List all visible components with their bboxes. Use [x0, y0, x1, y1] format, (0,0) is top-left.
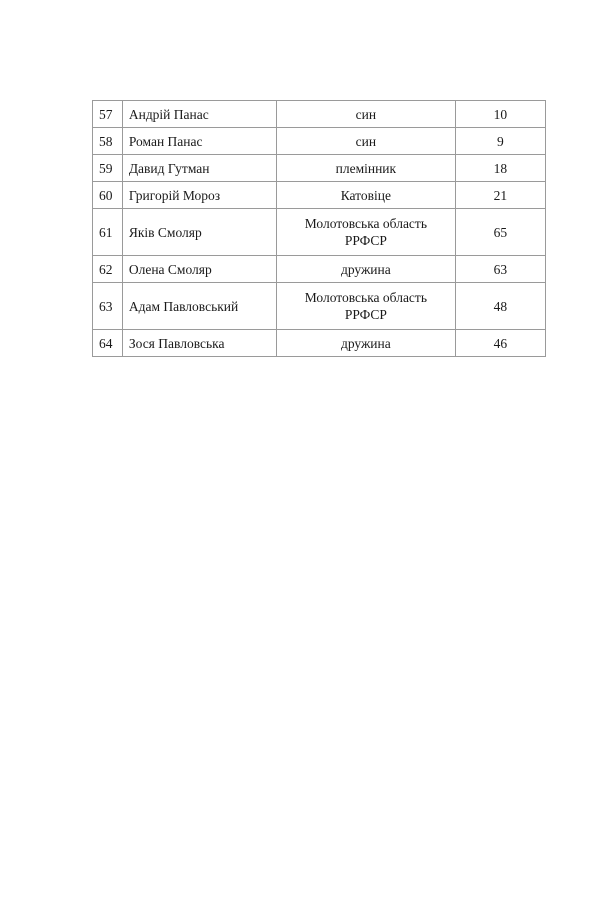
age-cell: 18	[455, 155, 545, 182]
person-name: Григорій Мороз	[122, 182, 276, 209]
relation-cell	[276, 209, 455, 256]
relation-line: син	[355, 133, 377, 149]
relation-cell	[276, 256, 455, 283]
age-cell: 63	[455, 256, 545, 283]
table-row	[93, 283, 546, 330]
table-row	[93, 209, 546, 256]
person-name: Адам Павловський	[122, 283, 276, 330]
relation-line: син	[355, 106, 377, 122]
table-row	[93, 101, 546, 128]
row-number: 59	[93, 155, 123, 182]
person-name: Андрій Панас	[122, 101, 276, 128]
row-number: 57	[93, 101, 123, 128]
relation-line: РРФСР	[344, 233, 387, 248]
table-row	[93, 256, 546, 283]
table-row	[93, 330, 546, 357]
table-row	[93, 128, 546, 155]
relation-line: племінник	[335, 160, 397, 176]
age-cell: 48	[455, 283, 545, 330]
relation-cell	[276, 283, 455, 330]
table-row	[93, 155, 546, 182]
decorative-dotted-rule	[92, 69, 548, 75]
person-name: Яків Смоляр	[122, 209, 276, 256]
row-number: 58	[93, 128, 123, 155]
person-name: Олена Смоляр	[122, 256, 276, 283]
relation-cell	[276, 128, 455, 155]
relation-line: Молотовська область	[304, 216, 427, 231]
roster-table	[92, 100, 546, 357]
relation-line: Молотовська область	[304, 290, 427, 305]
relation-cell	[276, 330, 455, 357]
relation-line: дружина	[340, 335, 391, 351]
relation-line: Катовіце	[340, 187, 391, 203]
row-number: 61	[93, 209, 123, 256]
row-number: 60	[93, 182, 123, 209]
relation-line: дружина	[340, 261, 391, 277]
age-cell: 65	[455, 209, 545, 256]
table-row	[93, 182, 546, 209]
roster-table-body	[93, 101, 546, 357]
row-number: 64	[93, 330, 123, 357]
row-number: 63	[93, 283, 123, 330]
person-name: Зося Павловська	[122, 330, 276, 357]
age-cell: 10	[455, 101, 545, 128]
relation-cell	[276, 155, 455, 182]
relation-cell	[276, 101, 455, 128]
row-number: 62	[93, 256, 123, 283]
person-name: Роман Панас	[122, 128, 276, 155]
age-cell: 9	[455, 128, 545, 155]
person-name: Давид Гутман	[122, 155, 276, 182]
relation-line: РРФСР	[344, 307, 387, 322]
age-cell: 21	[455, 182, 545, 209]
relation-cell	[276, 182, 455, 209]
age-cell: 46	[455, 330, 545, 357]
